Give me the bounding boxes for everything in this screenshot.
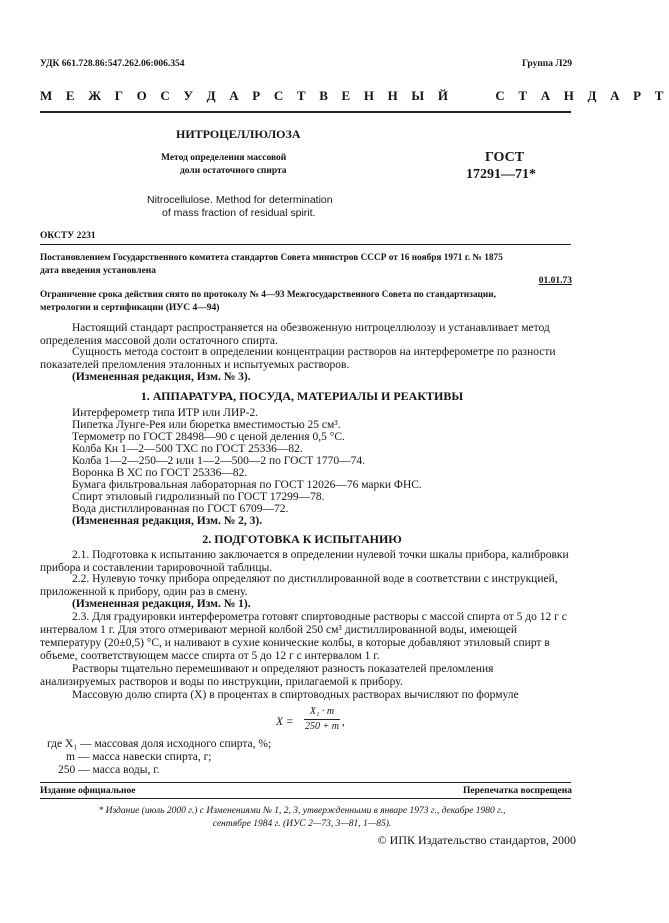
formula-numerator: X₁ · m [309, 706, 335, 717]
reprint-prohibited: Перепечатка воспрещена [462, 786, 572, 796]
section-2-title: 2. ПОДГОТОВКА К ИСПЫТАНИЮ [202, 532, 402, 546]
equipment-item: Бумага фильтровальная лабораторная по ГОСТ 12026—76 марки ФНС. [72, 479, 422, 491]
group-code: Группа Л29 [521, 59, 572, 69]
formula-denominator: 250 + m [305, 721, 339, 732]
edition-note-1: * Издание (июль 2000 г.) с Изменениями № 1, 2, 3, утвержденными в январе 1973 г., декабре 1980 г., [98, 806, 506, 816]
udc-code: УДК 661.728.86:547.262.06:006.354 [40, 59, 185, 69]
formula-lhs: X = [276, 716, 294, 728]
section-1-title: 1. АППАРАТУРА, ПОСУДА, МАТЕРИАЛЫ И РЕАКТИВЫ [140, 389, 464, 403]
header-rule [40, 111, 571, 113]
oksti-code: ОКСТУ 2231 [40, 231, 96, 241]
formula-comma: , [342, 716, 345, 728]
footer-rule-2 [40, 798, 571, 799]
oksti-rule [40, 244, 571, 245]
equipment-item: Термометр по ГОСТ 28498—90 с ценой деления 0,5 °С. [72, 431, 345, 443]
official-edition: Издание официальное [40, 786, 136, 796]
equipment-item: Вода дистиллированная по ГОСТ 6709—72. [72, 503, 289, 515]
where-250: 250 — масса воды, г. [58, 764, 160, 776]
decree-line-2: дата введения установлена [40, 266, 157, 276]
doc-title: НИТРОЦЕЛЛЮЛОЗА [176, 127, 301, 141]
where-m: m — масса навески спирта, г; [66, 751, 212, 763]
equipment-item: Воронка В ХС по ГОСТ 25336—82. [72, 467, 248, 479]
limit-line-1: Ограничение срока действия снято по протоколу № 4—93 Межгосударственного Совета по стандартизации, [40, 290, 496, 300]
clause-2-1: 2.1. Подготовка к испытанию заключается в определении нулевой точки шкалы прибора, калибровки прибора и составлении тарировочной таблицы. [40, 549, 569, 574]
intro-paragraph-2: Сущность метода состоит в определении концентрации растворов на интерферометре по разности показателей преломления эталонных и испытуемых растворов. [40, 346, 556, 371]
edition-note-2: сентябре 1984 г. (ИУС 2—73, 3—81, 1—85). [212, 819, 392, 829]
equipment-item: Пипетка Лунге-Рея или бюретка вместимостью 25 см³. [72, 419, 341, 431]
equipment-item: Колба 1—2—250—2 или 1—2—500—2 по ГОСТ 1770—74. [72, 455, 365, 467]
clause-2-5: Массовую долю спирта (X) в процентах в спиртоводных растворах вычисляют по формуле [72, 689, 519, 701]
footer-rule [40, 782, 571, 783]
decree-line-1: Постановлением Государственного комитета стандартов Совета министров СССР от 16 ноября 1971 г. № 1875 [40, 253, 503, 263]
section-2-change-note: (Измененная редакция, Изм. № 1). [72, 598, 251, 610]
doc-subtitle-1: Метод определения массовой [161, 153, 287, 163]
standard-banner: М Е Ж Г О С У Д А Р С Т В Е Н Н Ы Й С Т А Н Д А Р Т [40, 88, 669, 103]
introduction-date: 01.01.73 [538, 276, 572, 286]
equipment-item: Колба Кн 1—2—500 ТХС по ГОСТ 25336—82. [72, 443, 303, 455]
limit-line-2: метрологии и сертификации (ИУС 4—94) [40, 303, 220, 313]
where-x1: где X₁ — массовая доля исходного спирта, %; [47, 738, 272, 750]
intro-change-note: (Измененная редакция, Изм. № 3). [72, 371, 251, 383]
title-english-2: of mass fraction of residual spirit. [162, 207, 316, 219]
clause-2-2: 2.2. Нулевую точку прибора определяют по дистиллированной воде в соответствии с инструкцией, приложенной к прибору, один раз в смену. [40, 573, 558, 598]
equipment-item: Интерферометр типа ИТР или ЛИР-2. [72, 407, 259, 419]
gost-number: 17291—71* [466, 167, 536, 182]
clause-2-4: Растворы тщательно перемешивают и определяют разность показателей преломления анализируемых растворов и воды по инструкции, прилагаемой к прибору. [40, 663, 494, 688]
equipment-item: Спирт этиловый гидролизный по ГОСТ 17299—78. [72, 491, 325, 503]
formula-fraction-bar [304, 719, 340, 720]
clause-2-3: 2.3. Для градуировки интерферометра готовят спиртоводные растворы с массой спирта от 5 до 12 г с интервалом 1 г. Для этого отмеривают мерной колбой 250 см³ дистиллированной воды, имеющей температуру (20±0,5) °С, и наливают в сухие конические колбы, в которые добавляют этиловый спирт в объеме, соответствующем массе спирта от 5 до 12 г с интервалом 1 г. [40, 611, 567, 662]
doc-subtitle-2: доли остаточного спирта [180, 166, 287, 176]
intro-paragraph-1: Настоящий стандарт распространяется на обезвоженную нитроцеллюлозу и устанавливает метод определения массовой доли остаточного спирта. [40, 322, 550, 347]
section-1-change-note: (Измененная редакция, Изм. № 2, 3). [72, 515, 263, 527]
copyright: © ИПК Издательство стандартов, 2000 [377, 833, 576, 847]
title-english-1: Nitrocellulose. Method for determination [147, 194, 333, 206]
gost-label: ГОСТ [485, 150, 525, 165]
